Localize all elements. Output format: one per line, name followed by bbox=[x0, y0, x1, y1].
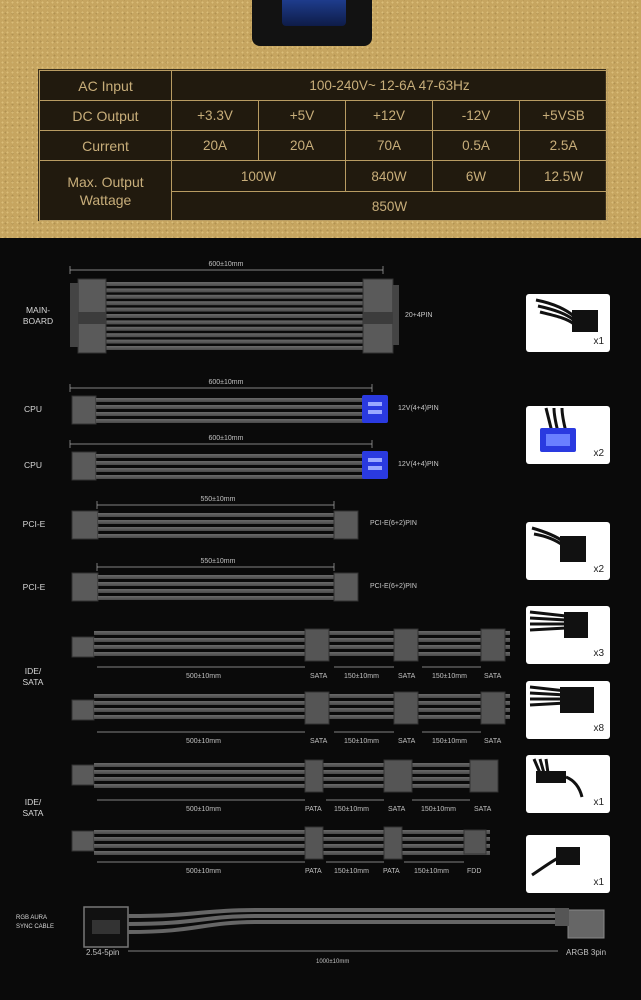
wattage-12v: 840W bbox=[346, 161, 433, 192]
current-label: Current bbox=[40, 131, 172, 161]
cpu-qty: x2 bbox=[593, 448, 604, 459]
fdd-qty: x1 bbox=[593, 877, 604, 888]
rgb-left-connector: 2.54-5pin bbox=[86, 948, 120, 957]
pcie-cable-1 bbox=[72, 501, 358, 539]
sata2-len3: 150±10mm bbox=[432, 738, 467, 745]
cpu-length-2: 600±10mm bbox=[208, 435, 244, 442]
cpu-cable-1 bbox=[70, 384, 388, 424]
sata2-len2: 150±10mm bbox=[344, 738, 379, 745]
total-wattage: 850W bbox=[172, 192, 608, 221]
current-cell: 20A bbox=[259, 131, 346, 161]
current-cell: 20A bbox=[172, 131, 259, 161]
mainboard-qty: x1 bbox=[593, 336, 604, 347]
rail-cell: +5V bbox=[259, 101, 346, 131]
mainboard-wire bbox=[106, 308, 363, 312]
mainboard-wire bbox=[106, 340, 363, 344]
cpu-cable-2 bbox=[70, 440, 388, 480]
sata2-c3: SATA bbox=[484, 738, 502, 745]
max-output-label: Max. Output Wattage bbox=[40, 161, 172, 221]
pata2-len3: 150±10mm bbox=[414, 868, 449, 875]
pcie-connector-2: PCI-E(6+2)PIN bbox=[370, 583, 417, 590]
rgb-length: 1000±10mm bbox=[316, 959, 350, 965]
pata2-c3: FDD bbox=[467, 868, 482, 875]
mainboard-length: 600±10mm bbox=[208, 261, 244, 268]
adapter-connector-thumb bbox=[526, 755, 610, 813]
rail-cell: +12V bbox=[346, 101, 433, 131]
wattage-5vsb: 12.5W bbox=[520, 161, 608, 192]
pcie-qty: x2 bbox=[593, 564, 604, 575]
sata1-c2: SATA bbox=[398, 673, 416, 680]
sata-connector-thumb bbox=[526, 681, 610, 739]
mainboard-connector-thumb bbox=[526, 294, 610, 352]
rgb-aura-cable bbox=[84, 907, 604, 951]
mainboard-wire bbox=[106, 320, 363, 324]
mainboard-wire bbox=[106, 282, 363, 286]
sata2-len1: 500±10mm bbox=[186, 738, 221, 745]
mainboard-wire bbox=[106, 288, 363, 292]
mainboard-wire bbox=[106, 333, 363, 337]
cpu-connector-thumb bbox=[526, 406, 610, 464]
dc-output-label: DC Output bbox=[40, 101, 172, 131]
sata1-len3: 150±10mm bbox=[432, 673, 467, 680]
pata2-c1: PATA bbox=[305, 868, 322, 875]
current-cell: 0.5A bbox=[433, 131, 520, 161]
pata1-c2: SATA bbox=[388, 806, 406, 813]
wattage-combined-low: 100W bbox=[172, 161, 346, 192]
pata1-c1: PATA bbox=[305, 806, 322, 813]
mainboard-label: MAIN- BOARD bbox=[22, 305, 54, 326]
sata1-c3: SATA bbox=[484, 673, 502, 680]
pata-cable-1 bbox=[72, 760, 498, 800]
sata1-c1: SATA bbox=[310, 673, 328, 680]
pcie-connector-thumb bbox=[526, 522, 610, 580]
current-cell: 70A bbox=[346, 131, 433, 161]
sata-cable-2 bbox=[72, 692, 510, 732]
adapter-qty: x1 bbox=[593, 797, 604, 808]
pata2-len2: 150±10mm bbox=[334, 868, 369, 875]
pcie-label-1: PCI-E bbox=[22, 519, 46, 529]
rgb-right-connector: ARGB 3pin bbox=[566, 948, 607, 957]
mainboard-wire bbox=[106, 314, 363, 318]
cpu-connector-1: 12V(4+4)PIN bbox=[398, 405, 439, 412]
cpu-label-1: CPU bbox=[24, 404, 42, 414]
ac-input-label: AC Input bbox=[40, 71, 172, 101]
mainboard-wire bbox=[106, 295, 363, 299]
mainboard-cable bbox=[70, 266, 399, 353]
sata1-len2: 150±10mm bbox=[344, 673, 379, 680]
molex-qty: x3 bbox=[593, 648, 604, 659]
pata-cable-2 bbox=[72, 827, 490, 862]
sata-qty: x8 bbox=[593, 723, 604, 734]
sata1-len1: 500±10mm bbox=[186, 673, 221, 680]
pata1-c3: SATA bbox=[474, 806, 492, 813]
ac-input-value: 100-240V~ 12-6A 47-63Hz bbox=[172, 71, 608, 101]
pcie-length-1: 550±10mm bbox=[200, 496, 236, 503]
sata2-c1: SATA bbox=[310, 738, 328, 745]
mainboard-wire bbox=[106, 327, 363, 331]
pata2-len1: 500±10mm bbox=[186, 868, 221, 875]
rail-cell: +3.3V bbox=[172, 101, 259, 131]
sata-cable-1 bbox=[72, 629, 510, 667]
pata2-c2: PATA bbox=[383, 868, 400, 875]
pata1-len1: 500±10mm bbox=[186, 806, 221, 813]
fdd-connector-thumb bbox=[526, 835, 610, 893]
ide-sata-label-1: IDE/ SATA bbox=[22, 666, 44, 687]
pcie-length-2: 550±10mm bbox=[200, 558, 236, 565]
sata2-c2: SATA bbox=[398, 738, 416, 745]
rgb-label: RGB AURA SYNC CABLE bbox=[16, 915, 55, 930]
current-cell: 2.5A bbox=[520, 131, 608, 161]
ide-sata-label-2: IDE/ SATA bbox=[22, 797, 44, 818]
cpu-length-1: 600±10mm bbox=[208, 379, 244, 386]
cpu-label-2: CPU bbox=[24, 460, 42, 470]
cpu-connector-2: 12V(4+4)PIN bbox=[398, 461, 439, 468]
mainboard-connector: 20+4PIN bbox=[405, 312, 433, 319]
pcie-connector-1: PCI-E(6+2)PIN bbox=[370, 520, 417, 527]
pata1-len2: 150±10mm bbox=[334, 806, 369, 813]
rail-cell: -12V bbox=[433, 101, 520, 131]
pcie-cable-2 bbox=[72, 563, 358, 601]
mainboard-wire bbox=[106, 301, 363, 305]
pata1-len3: 150±10mm bbox=[421, 806, 456, 813]
pcie-label-2: PCI-E bbox=[22, 582, 46, 592]
wattage-neg12v: 6W bbox=[433, 161, 520, 192]
mainboard-wire bbox=[106, 346, 363, 350]
molex-connector-thumb bbox=[526, 606, 610, 664]
rail-cell: +5VSB bbox=[520, 101, 608, 131]
